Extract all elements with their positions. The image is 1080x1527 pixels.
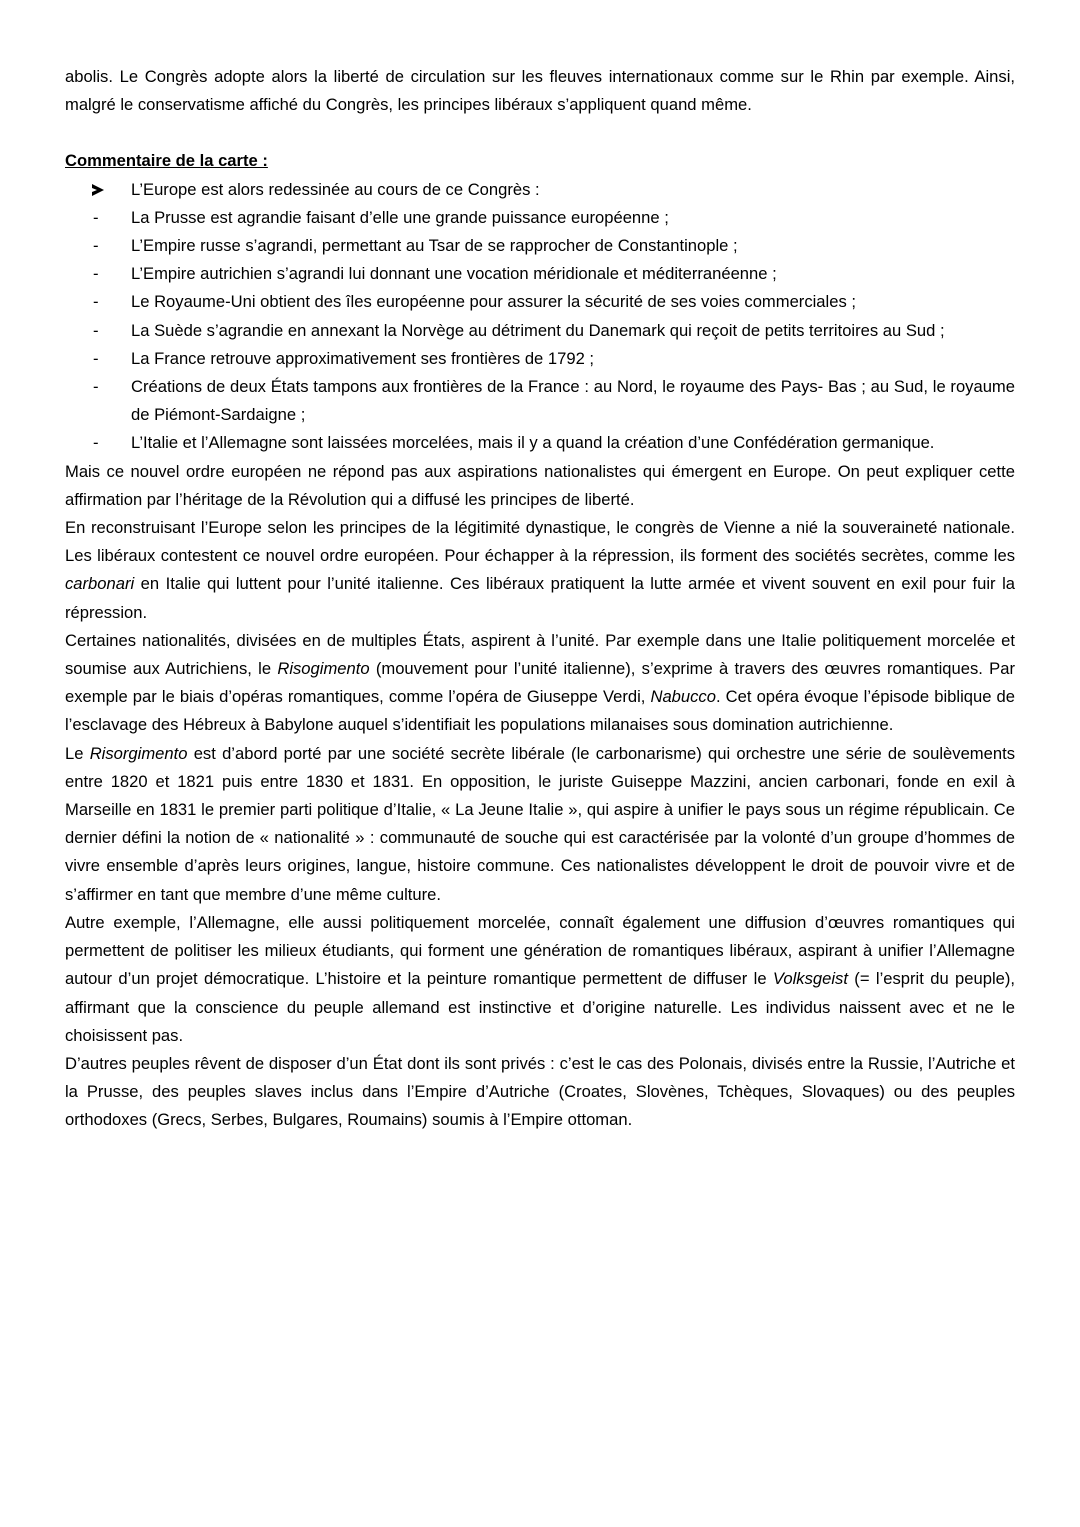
list-item-text: La Prusse est agrandie faisant d’elle une grande puissance européenne ; (131, 207, 669, 227)
list-item (65, 288, 1015, 316)
list-item-text: Créations de deux États tampons aux frontières de la France : au Nord, le royaume des Pays- Bas ; au Sud, le royaume de Piémont-Sardaigne ; (131, 377, 1015, 425)
list-item-text: L’Italie et l’Allemagne sont laissées morcelées, mais il y a quand la création d’une Confédération germanique. (131, 433, 935, 453)
list-item (65, 260, 1015, 288)
list-lead-text: L’Europe est alors redessinée au cours de ce Congrès : (131, 179, 540, 199)
intro-paragraph: abolis. Le Congrès adopte alors la liberté de circulation sur les fleuves internationaux comme sur le Rhin par exemple. Ainsi, malgré le conservatisme affiché du Congrès, les principes libéraux s’appliquent quand même. (65, 67, 1015, 115)
text-run: Le (65, 743, 90, 763)
text-run: en Italie qui luttent pour l’unité italienne. Ces libéraux pratiquent la lutte armée et vivent souvent en exil pour fuir la répression. (65, 574, 1015, 622)
paragraph-risorgimento (65, 740, 1015, 909)
italic-term: Risogimento (277, 659, 370, 679)
paragraph-italy (65, 627, 1015, 740)
italic-term: carbonari (65, 574, 135, 594)
paragraph-nationalism: Mais ce nouvel ordre européen ne répond pas aux aspirations nationalistes qui émergent en Europe. On peut expliquer cette affirmation par l’héritage de la Révolution qui a diffusé les principes de liberté. (65, 461, 1015, 509)
dash-bullet-icon: - (93, 348, 99, 368)
paragraph-other-peoples: D’autres peuples rêvent de disposer d’un État dont ils sont privés : c’est le cas des Polonais, divisés entre la Russie, l’Autriche et la Prusse, des peuples slaves inclus dans l’Empire d’Autriche (Croates, Slovènes, Tchèques, Slovaques) ou des peuples orthodoxes (Grecs, Serbes, Bulgares, Roumains) soumis à l’Empire ottoman. (65, 1053, 1015, 1130)
italic-term: Nabucco (650, 687, 716, 707)
dash-bullet-icon: - (93, 264, 99, 284)
dash-bullet-icon: - (93, 433, 99, 453)
list-item (65, 345, 1015, 373)
list-item (65, 317, 1015, 345)
list-lead-item (65, 176, 1015, 204)
text-run: . Cet opéra évoque l’épisode biblique de l’esclavage des Hébreux à Babylone auquel s’identifiait les populations milanaises sous domination autrichienne. (65, 687, 1015, 735)
text-run: En reconstruisant l’Europe selon les principes de la légitimité dynastique, le congrès de Vienne a nié la souveraineté nationale. Les libéraux contestent ce nouvel ordre européen. Pour échapper à la répression, ils forment des sociétés secrètes, comme les (65, 518, 1015, 566)
arrow-bullet-icon (92, 176, 112, 204)
dash-bullet-icon: - (93, 377, 99, 397)
italic-term: Volksgeist (772, 969, 848, 989)
list-item-text: La Suède s’agrandie en annexant la Norvège au détriment du Danemark qui reçoit de petits territoires au Sud ; (131, 320, 945, 340)
map-commentary-heading: Commentaire de la carte : (65, 151, 268, 171)
list-item (65, 373, 1015, 429)
dash-bullet-icon: - (93, 320, 99, 340)
text-run: est d’abord porté par une société secrète libérale (le carbonarisme) qui orchestre une série de soulèvements entre 1820 et 1821 puis entre 1830 et 1831. En opposition, le juriste Guiseppe Mazzini, ancien carbonari, fonde en exil à Marseille en 1831 le premier parti politique d’Italie, « La Jeune Italie », qui aspire à unifier le pays sous un régime républicain. Ce dernier défini la notion de « nationalité » : communauté de souche qui est caractérisée par la volonté d’un groupe d’hommes de vivre ensemble d’après leurs origines, langue, histoire commune. Ces nationalistes développent le droit de pouvoir vivre et de s’affirmer en tant que membre d’une même culture. (65, 743, 1015, 904)
dash-bullet-icon: - (93, 207, 99, 227)
list-item (65, 232, 1015, 260)
map-commentary-list (65, 176, 1015, 458)
list-item-text: L’Empire autrichien s’agrandi lui donnant une vocation méridionale et méditerranéenne ; (131, 264, 777, 284)
list-item (65, 429, 1015, 457)
list-item-text: L’Empire russe s’agrandi, permettant au Tsar de se rapprocher de Constantinople ; (131, 236, 738, 256)
document-page (65, 63, 1015, 1135)
list-item-text: La France retrouve approximativement ses frontières de 1792 ; (131, 348, 595, 368)
paragraph-germany (65, 909, 1015, 1050)
dash-bullet-icon: - (93, 292, 99, 312)
list-item (65, 204, 1015, 232)
list-item-text: Le Royaume-Uni obtient des îles européenne pour assurer la sécurité de ses voies commerciales ; (131, 292, 856, 312)
text-run: (mouvement pour l’unité italienne), s’exprime à travers des œuvres romantiques. Par exemple par le biais d’opéras romantiques, comme l’opéra de Giuseppe Verdi, (65, 659, 1016, 707)
dash-bullet-icon: - (93, 236, 99, 256)
text-run: (= l’esprit du peuple), affirmant que la conscience du peuple allemand est instinctive et d’origine naturelle. Les individus naissent avec et ne le choisissent pas. (65, 969, 1016, 1045)
italic-term: Risorgimento (89, 743, 188, 763)
paragraph-gap (65, 119, 1015, 147)
text-run: Autre exemple, l’Allemagne, elle aussi politiquement morcelée, connaît également une diffusion d’œuvres romantiques qui permettent de politiser les milieux étudiants, qui forment une génération de romantiques libéraux, aspirant à unifier l’Allemagne autour d’un projet démocratique. L’histoire et la peinture romantique permettent de diffuser le (65, 912, 1015, 989)
text-run: Certaines nationalités, divisées en de multiples États, aspirent à l’unité. Par exemple dans une Italie politiquement morcelée et soumise aux Autrichiens, le (65, 630, 1015, 679)
paragraph-liberals (65, 514, 1015, 627)
